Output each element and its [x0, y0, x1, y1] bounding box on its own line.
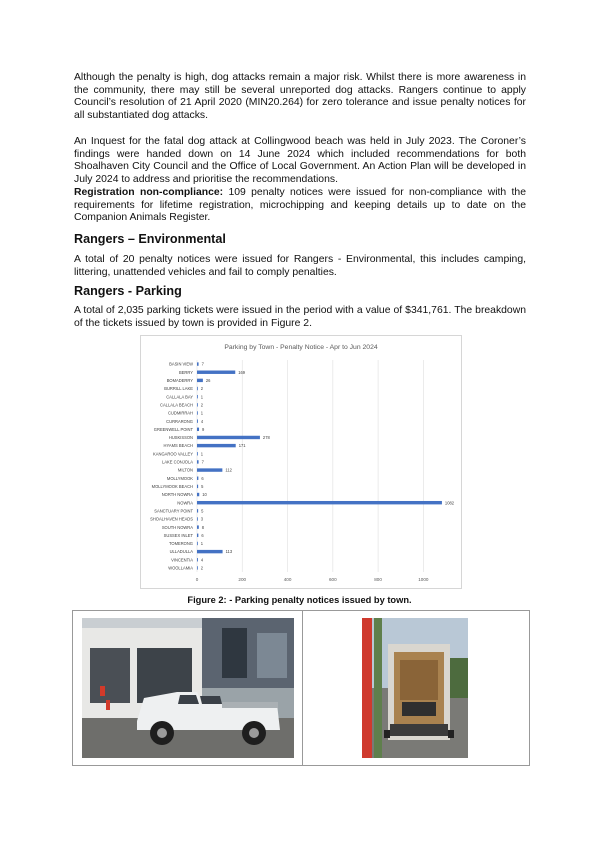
- category-label-nowra: NOWRA: [177, 500, 193, 506]
- category-label-callala-beach: CALLALA BEACH: [160, 402, 193, 408]
- bar-north-nowra: [197, 493, 199, 496]
- bar-vincentia: [197, 558, 198, 561]
- category-label-mollymook: MOLLYMOOK: [166, 475, 193, 481]
- value-label-south-nowra: 8: [201, 524, 205, 530]
- category-label-cudmirrah: CUDMIRRAH: [167, 410, 193, 416]
- paragraph-parking: A total of 2,035 parking tickets were issued in the period with a value of $341,761. The breakdown of the tickets issued by town is provided in Figure 2.: [74, 305, 526, 329]
- value-label-lake-conjola: 7: [201, 459, 204, 465]
- bar-milton: [197, 468, 222, 471]
- paragraph-dog-attacks: Although the penalty is high, dog attacks remain a major risk. Whilst there is more awareness in the community, there may still be several unreported dog attacks. Rangers continue to apply Council’s resolution of 21 April 2020 (MIN20.264) for zero tolerance and issue penalty notices for all substantiated dog attacks.: [74, 72, 526, 121]
- value-label-sussex-inlet: 6: [201, 532, 204, 538]
- x-tick-label-600: 600: [328, 577, 337, 582]
- category-label-burrill-lake: BURRILL LAKE: [164, 386, 193, 392]
- bar-currarong: [197, 419, 198, 422]
- bar-tomerong: [197, 542, 198, 545]
- category-label-sanctuary-point: SANCTUARY POINT: [154, 508, 193, 514]
- registration-body: 109 penalty notices were issued for non-compliance with the requirements for lifetime registration, microchipping and keeping details up to date on the Companion Animals Register.: [74, 187, 526, 224]
- category-label-basin-view: BASIN VIEW: [169, 361, 193, 367]
- category-label-ulladulla: ULLADULLA: [169, 549, 193, 555]
- category-label-milton: MILTON: [177, 467, 193, 473]
- chart-title: Parking by Town - Penalty Notice - Apr to Jun 2024: [224, 344, 378, 351]
- value-label-hyams-beach: 171: [238, 443, 246, 449]
- heading-parking: Rangers - Parking: [74, 284, 182, 298]
- bar-sussex-inlet: [197, 534, 198, 537]
- value-label-kangaroo-valley: 1: [200, 451, 204, 457]
- bar-hyams-beach: [197, 444, 236, 447]
- bar-cudmirrah: [197, 411, 198, 414]
- value-label-vincentia: 4: [200, 557, 204, 563]
- value-label-basin-view: 7: [201, 361, 204, 367]
- bar-woollamia: [197, 566, 198, 569]
- bar-callala-bay: [197, 395, 198, 398]
- x-tick-label-800: 800: [374, 577, 382, 582]
- x-tick-label-200: 200: [238, 577, 247, 582]
- value-label-woollamia: 2: [200, 565, 204, 571]
- value-label-nowra: 1082: [444, 500, 455, 506]
- bar-kangaroo-valley: [197, 452, 198, 455]
- parking-chart: [140, 335, 462, 589]
- paragraph-environmental: A total of 20 penalty notices were issued for Rangers - Environmental, this includes camping, littering, unattended vehicles and fail to comply penalties.: [74, 254, 526, 278]
- category-label-berry: BERRY: [178, 369, 193, 375]
- category-label-greenwell-point: GREENWELL POINT: [153, 426, 193, 432]
- value-label-bomaderry: 26: [205, 377, 211, 383]
- value-label-cudmirrah: 1: [200, 410, 204, 416]
- value-label-callala-bay: 1: [200, 394, 204, 400]
- bar-sanctuary-point: [197, 509, 198, 512]
- value-label-greenwell-point: 9: [202, 426, 205, 432]
- photo-utility-vehicle: [82, 618, 294, 758]
- value-label-callala-beach: 2: [200, 402, 204, 408]
- category-label-vincentia: VINCENTIA: [171, 557, 193, 563]
- value-label-sanctuary-point: 5: [201, 508, 204, 514]
- registration-lead: Registration non-compliance:: [74, 187, 224, 198]
- category-label-south-nowra: SOUTH NOWRA: [161, 524, 193, 530]
- x-tick-label-400: 400: [283, 577, 292, 582]
- figure-caption: Figure 2: - Parking penalty notices issued by town.: [187, 595, 412, 605]
- bar-basin-view: [197, 362, 199, 365]
- bar-ulladulla: [197, 550, 223, 553]
- category-label-currarong: CURRARONG: [166, 418, 193, 424]
- bar-south-nowra: [197, 525, 199, 528]
- value-label-ulladulla: 113: [225, 549, 233, 555]
- category-label-kangaroo-valley: KANGAROO VALLEY: [153, 451, 193, 457]
- value-label-burrill-lake: 2: [200, 386, 204, 392]
- value-label-currarong: 4: [200, 418, 204, 424]
- bar-bomaderry: [197, 379, 203, 382]
- category-label-tomerong: TOMERONG: [168, 541, 193, 547]
- value-label-milton: 112: [225, 467, 232, 473]
- photo-table: [72, 610, 530, 766]
- paragraph-inquest: An Inquest for the fatal dog attack at Collingwood beach was held in July 2023. The Coroner’s findings were handed down on 14 June 2024 which included recommendations for both Shoalhaven City Council and the Office of Local Government. An Action Plan will be developed in July 2024 to address and prioritise the recommendations.: [74, 136, 526, 185]
- category-label-callala-bay: CALLALA BAY: [166, 394, 193, 400]
- bar-callala-beach: [197, 403, 198, 406]
- heading-environmental: Rangers – Environmental: [74, 232, 226, 246]
- value-label-mollymook: 6: [201, 475, 204, 481]
- category-label-huskisson: HUSKISSON: [168, 435, 193, 441]
- bar-greenwell-point: [197, 428, 199, 431]
- bar-shoalhaven-heads: [197, 517, 198, 520]
- bar-mollymook: [197, 477, 198, 480]
- x-tick-label-0: 0: [195, 577, 199, 582]
- category-label-hyams-beach: HYAMS BEACH: [163, 443, 193, 449]
- category-label-sussex-inlet: SUSSEX INLET: [163, 532, 193, 538]
- bar-mollymook-beach: [197, 485, 198, 488]
- bar-berry: [197, 371, 235, 374]
- category-label-shoalhaven-heads: SHOALHAVEN HEADS: [150, 516, 193, 522]
- category-label-lake-conjola: LAKE CONJOLA: [162, 459, 193, 465]
- category-label-mollymook-beach: MOLLYMOOK BEACH: [151, 483, 193, 489]
- category-label-woollamia: WOOLLAMIA: [168, 565, 193, 571]
- value-label-north-nowra: 10: [202, 492, 207, 498]
- bar-huskisson: [197, 436, 260, 439]
- category-label-north-nowra: NORTH NOWRA: [161, 492, 193, 498]
- value-label-mollymook-beach: 5: [201, 483, 204, 489]
- bar-lake-conjola: [197, 460, 199, 463]
- photo-table-divider: [302, 611, 303, 765]
- bar-nowra: [197, 501, 442, 504]
- value-label-shoalhaven-heads: 3: [200, 516, 204, 522]
- bar-burrill-lake: [197, 387, 198, 390]
- value-label-tomerong: 1: [200, 541, 204, 547]
- x-tick-label-1000: 1000: [418, 577, 429, 582]
- value-label-berry: 169: [238, 369, 246, 375]
- category-label-bomaderry: BOMADERRY: [166, 377, 193, 383]
- paragraph-registration: [74, 187, 526, 225]
- parking-chart-svg: [141, 336, 461, 588]
- value-label-huskisson: 278: [262, 435, 270, 441]
- photo-truck: [362, 618, 468, 758]
